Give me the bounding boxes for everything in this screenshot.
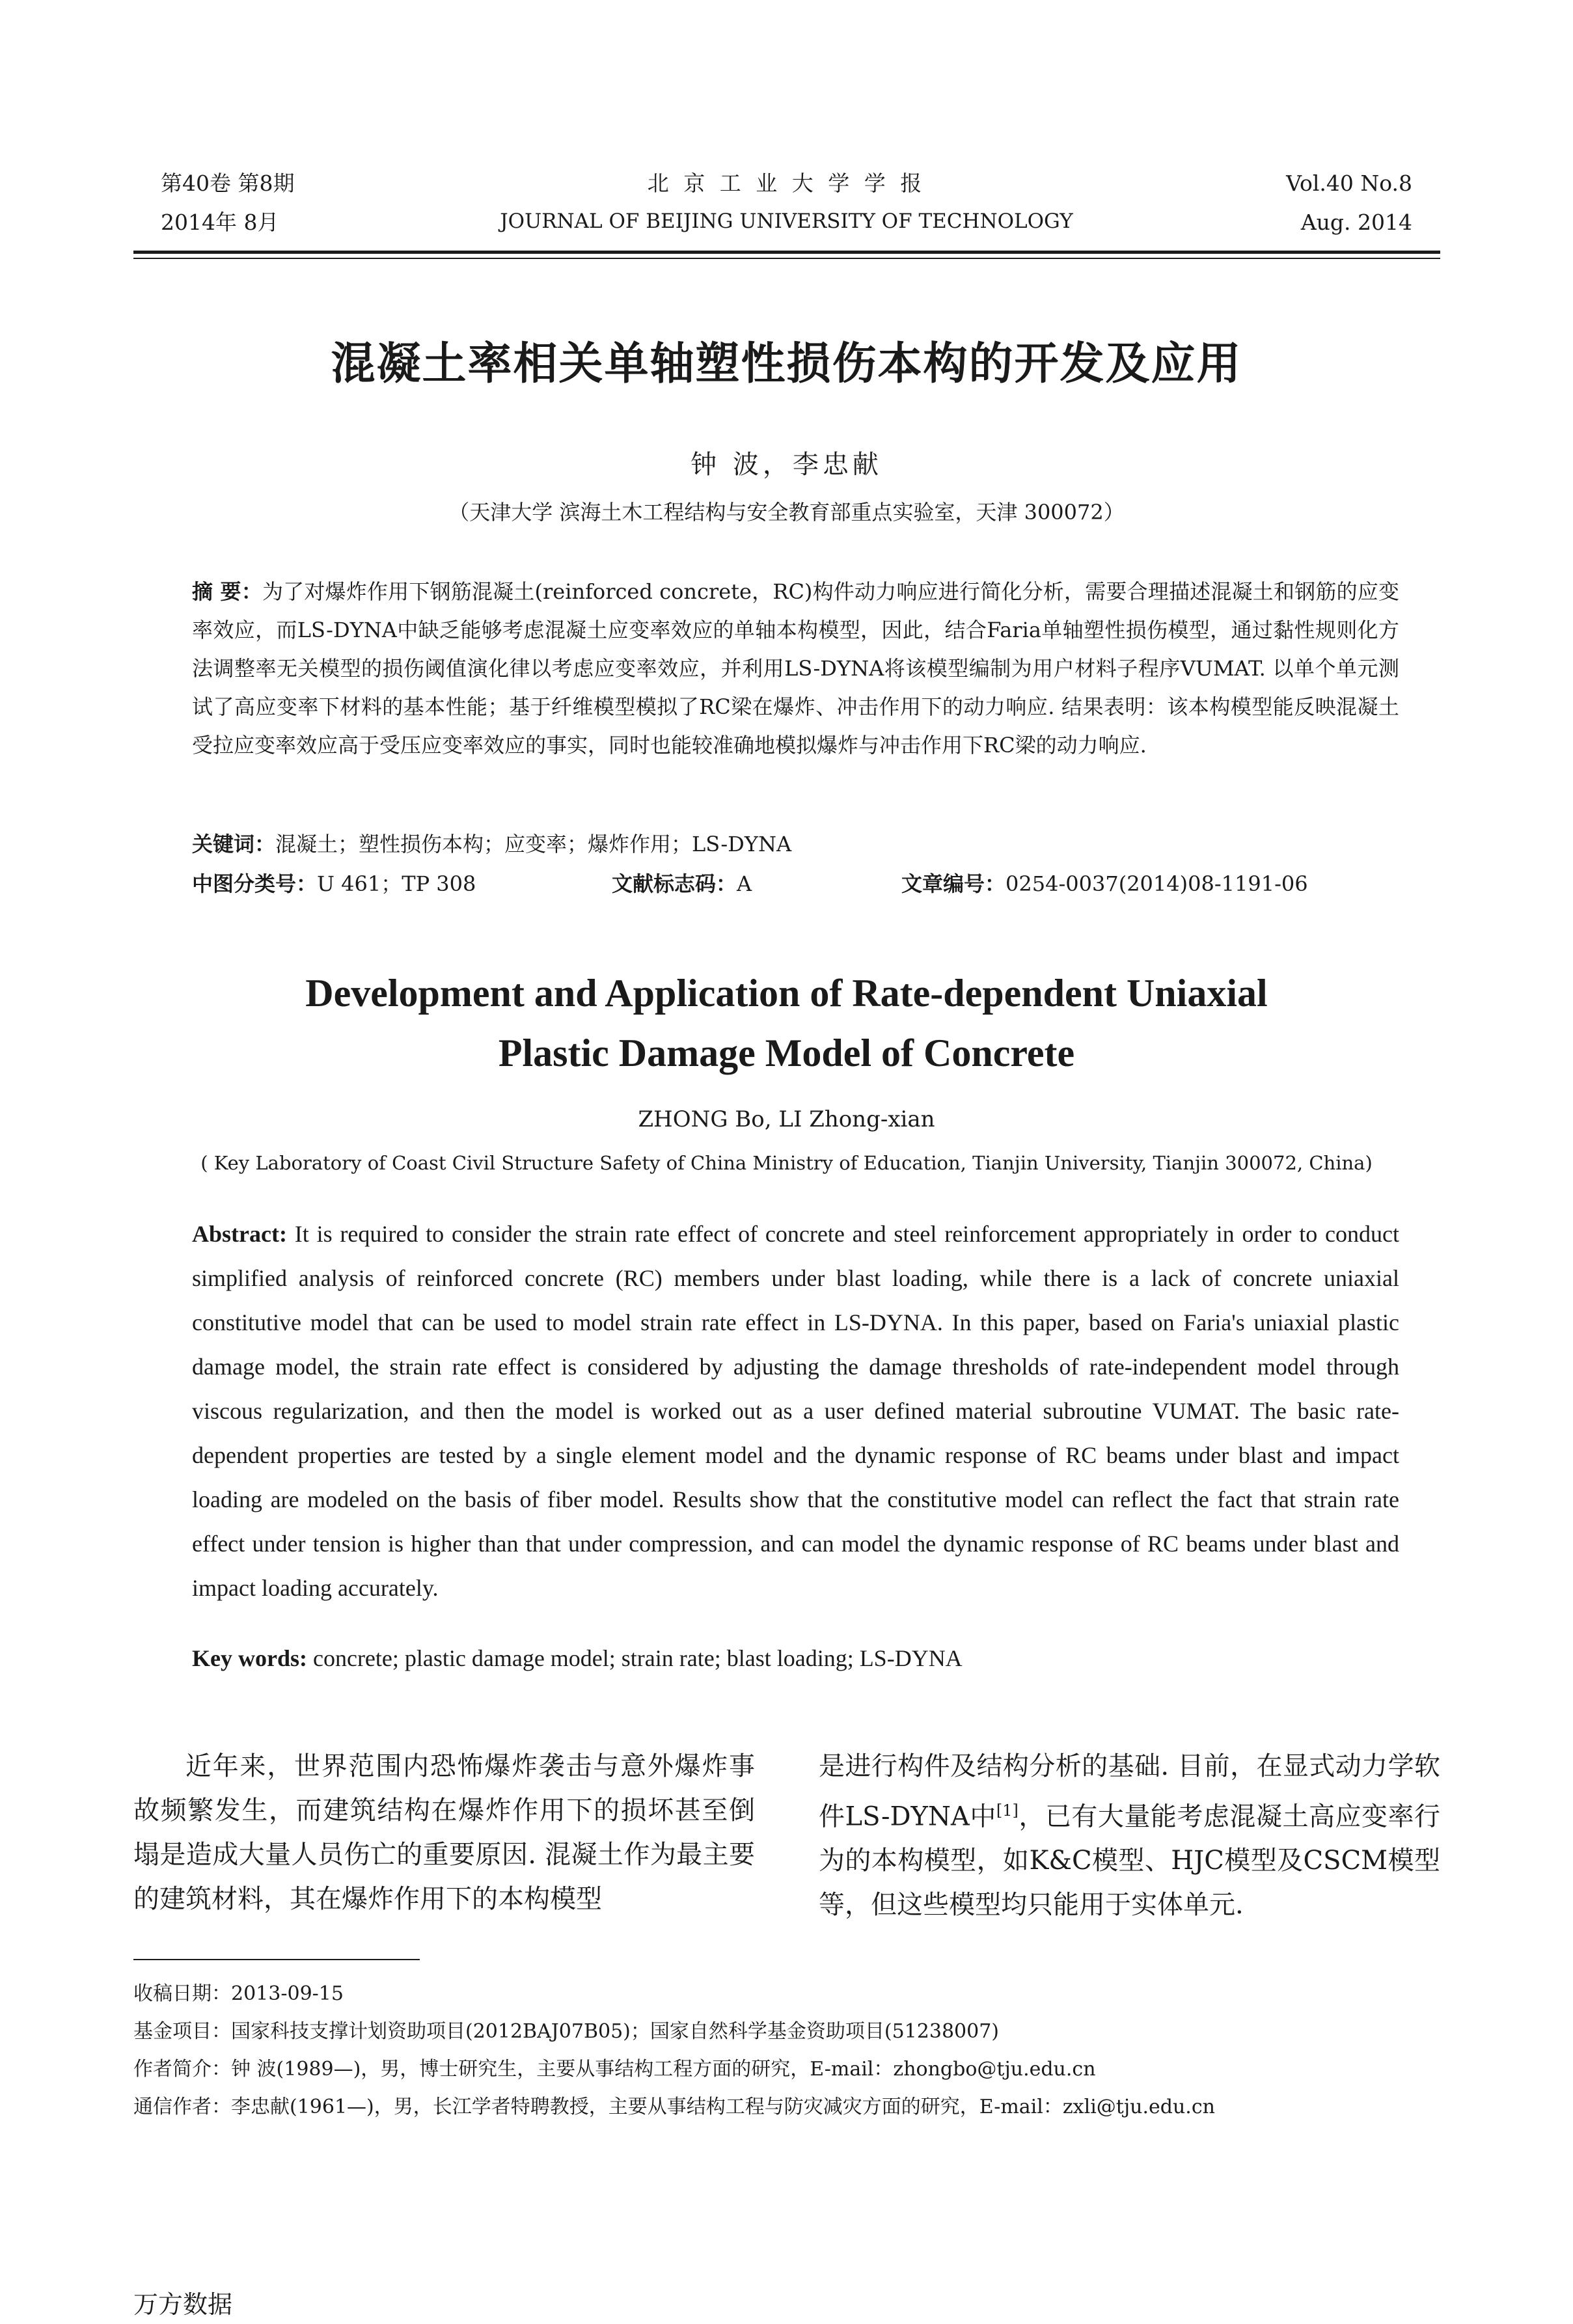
footnote-author-bio: 作者简介：钟 波(1989—)，男，博士研究生，主要从事结构工程方面的研究，E-mail：zhongbo@tju.edu.cn — [133, 2058, 1096, 2081]
footnote-corresponding: 通信作者：李忠献(1961—)，男，长江学者特聘教授，主要从事结构工程与防灾减灾方面的研究，E-mail：zxli@tju.edu.cn — [133, 2096, 1215, 2118]
date-cn: 2014年 8月 — [161, 210, 279, 235]
header-rule-thick — [133, 251, 1440, 254]
affiliation-cn: （天津大学 滨海土木工程结构与安全教育部重点实验室，天津 300072） — [448, 500, 1125, 525]
abstract-cn-text: 为了对爆炸作用下钢筋混凝土(reinforced concrete，RC)构件动力响应进行简化分析，需要合理描述混凝土和钢筋的应变率效应，而LS-DYNA中缺乏能够考虑混凝土应变率效应的单轴本构模型，因此，结合Faria单轴塑性损伤模型，通过黏性规则化方法调整率无关模型的损伤阈值演化律以考虑应变率效应，并利用LS-DYNA将该模型编制为用户材料子程序VUMAT. 以单个单元测试了高应变率下材料的基本性能；基于纤维模型模拟了RC梁在爆炸、冲击作用下的动力响应. 结果表明：该本构模型能反映混凝土受拉应变率效应高于受压应变率效应的事实，同时也能较准确地模拟爆炸与冲击作用下RC梁的动力响应. — [192, 579, 1399, 758]
clc-number — [192, 868, 476, 897]
keywords-en — [192, 1645, 963, 1672]
keywords-cn — [192, 828, 791, 858]
doc-value: A — [737, 871, 752, 896]
abstract-en-label: Abstract: — [192, 1221, 287, 1247]
keywords-cn-label: 关键词： — [192, 832, 276, 856]
abstract-cn — [192, 573, 1399, 765]
body-right-text-a: 是进行构件及结构分析的基础. 目前，在显式动力学软件LS-DYNA中 — [819, 1751, 1440, 1832]
date-en: Aug. 2014 — [1300, 210, 1412, 235]
body-right-text-b: ，已有大量能考虑混凝土高应变率行为的本构模型，如K&C模型、HJC模型及CSCM模型等，但这些模型均只能用于实体单元. — [819, 1801, 1441, 1921]
footnote-funding: 基金项目：国家科技支撑计划资助项目(2012BAJ07B05)；国家自然科学基金资助项目(51238007) — [133, 2020, 999, 2043]
article-number — [901, 868, 1308, 897]
affiliation-en: ( Key Laboratory of Coast Civil Structure Safety of China Ministry of Education, Tianjin University, Tianjin 300072, China) — [200, 1152, 1373, 1174]
authors-en: ZHONG Bo, LI Zhong-xian — [638, 1106, 935, 1132]
title-en-line1: Development and Application of Rate-dependent Uniaxial — [305, 972, 1268, 1015]
citation-ref: [1] — [996, 1801, 1019, 1820]
doc-label: 文献标志码： — [612, 871, 737, 896]
keywords-en-text: concrete; plastic damage model; strain rate; blast loading; LS-DYNA — [312, 1645, 963, 1671]
abstract-en-text: It is required to consider the strain rate effect of concrete and steel reinforcement appropriately in order to conduct simplified analysis of reinforced concrete (RC) members under blast loading, while there is a lack of concrete uniaxial constitutive model that can be used to model strain rate effect in LS-DYNA. In this paper, based on Faria's uniaxial plastic damage model, the strain rate effect is considered by adjusting the damage thresholds of rate-independent model through viscous regularization, and then the model is worked out as a user defined material subroutine VUMAT. The basic rate-dependent properties are tested by a single element model and the dynamic response of RC beams under blast and impact loading are modeled on the basis of fiber model. Results show that the constitutive model can reflect the fact that strain rate effect under tension is higher than that under compression, and can model the dynamic response of RC beams under blast and impact loading accurately. — [192, 1221, 1399, 1601]
footnote-rule — [133, 1959, 420, 1960]
art-value: 0254-0037(2014)08-1191-06 — [1005, 871, 1308, 896]
body-column-left: 近年来，世界范围内恐怖爆炸袭击与意外爆炸事故频繁发生，而建筑结构在爆炸作用下的损坏甚至倒塌是造成大量人员伤亡的重要原因. 混凝土作为最主要的建筑材料，其在爆炸作用下的本构模型 — [133, 1751, 755, 1914]
abstract-cn-label: 摘 要： — [192, 579, 262, 604]
body-column-right — [819, 1744, 1440, 1927]
title-en-line2: Plastic Damage Model of Concrete — [498, 1032, 1075, 1074]
abstract-en — [192, 1212, 1399, 1610]
keywords-en-label: Key words: — [192, 1645, 307, 1671]
clc-label: 中图分类号： — [192, 871, 318, 896]
clc-value: U 461；TP 308 — [317, 871, 476, 896]
header-rule-thin — [133, 258, 1440, 259]
title-en — [0, 963, 1573, 1083]
authors-cn: 钟 波，李忠献 — [691, 450, 882, 480]
keywords-cn-text: 混凝土；塑性损伤本构；应变率；爆炸作用；LS-DYNA — [275, 832, 792, 856]
volume-issue-en: Vol.40 No.8 — [1286, 171, 1412, 196]
art-label: 文章编号： — [901, 871, 1006, 896]
volume-issue-cn: 第40卷 第8期 — [161, 171, 295, 196]
document-code — [612, 868, 752, 897]
title-cn: 混凝土率相关单轴塑性损伤本构的开发及应用 — [331, 338, 1242, 390]
footnote-received: 收稿日期：2013-09-15 — [133, 1982, 344, 2005]
journal-name-cn: 北 京 工 业 大 学 学 报 — [647, 171, 926, 196]
watermark-text: 万方数据 — [133, 2290, 233, 2319]
journal-name-en: JOURNAL OF BEIJING UNIVERSITY OF TECHNOLOGY — [500, 210, 1073, 233]
